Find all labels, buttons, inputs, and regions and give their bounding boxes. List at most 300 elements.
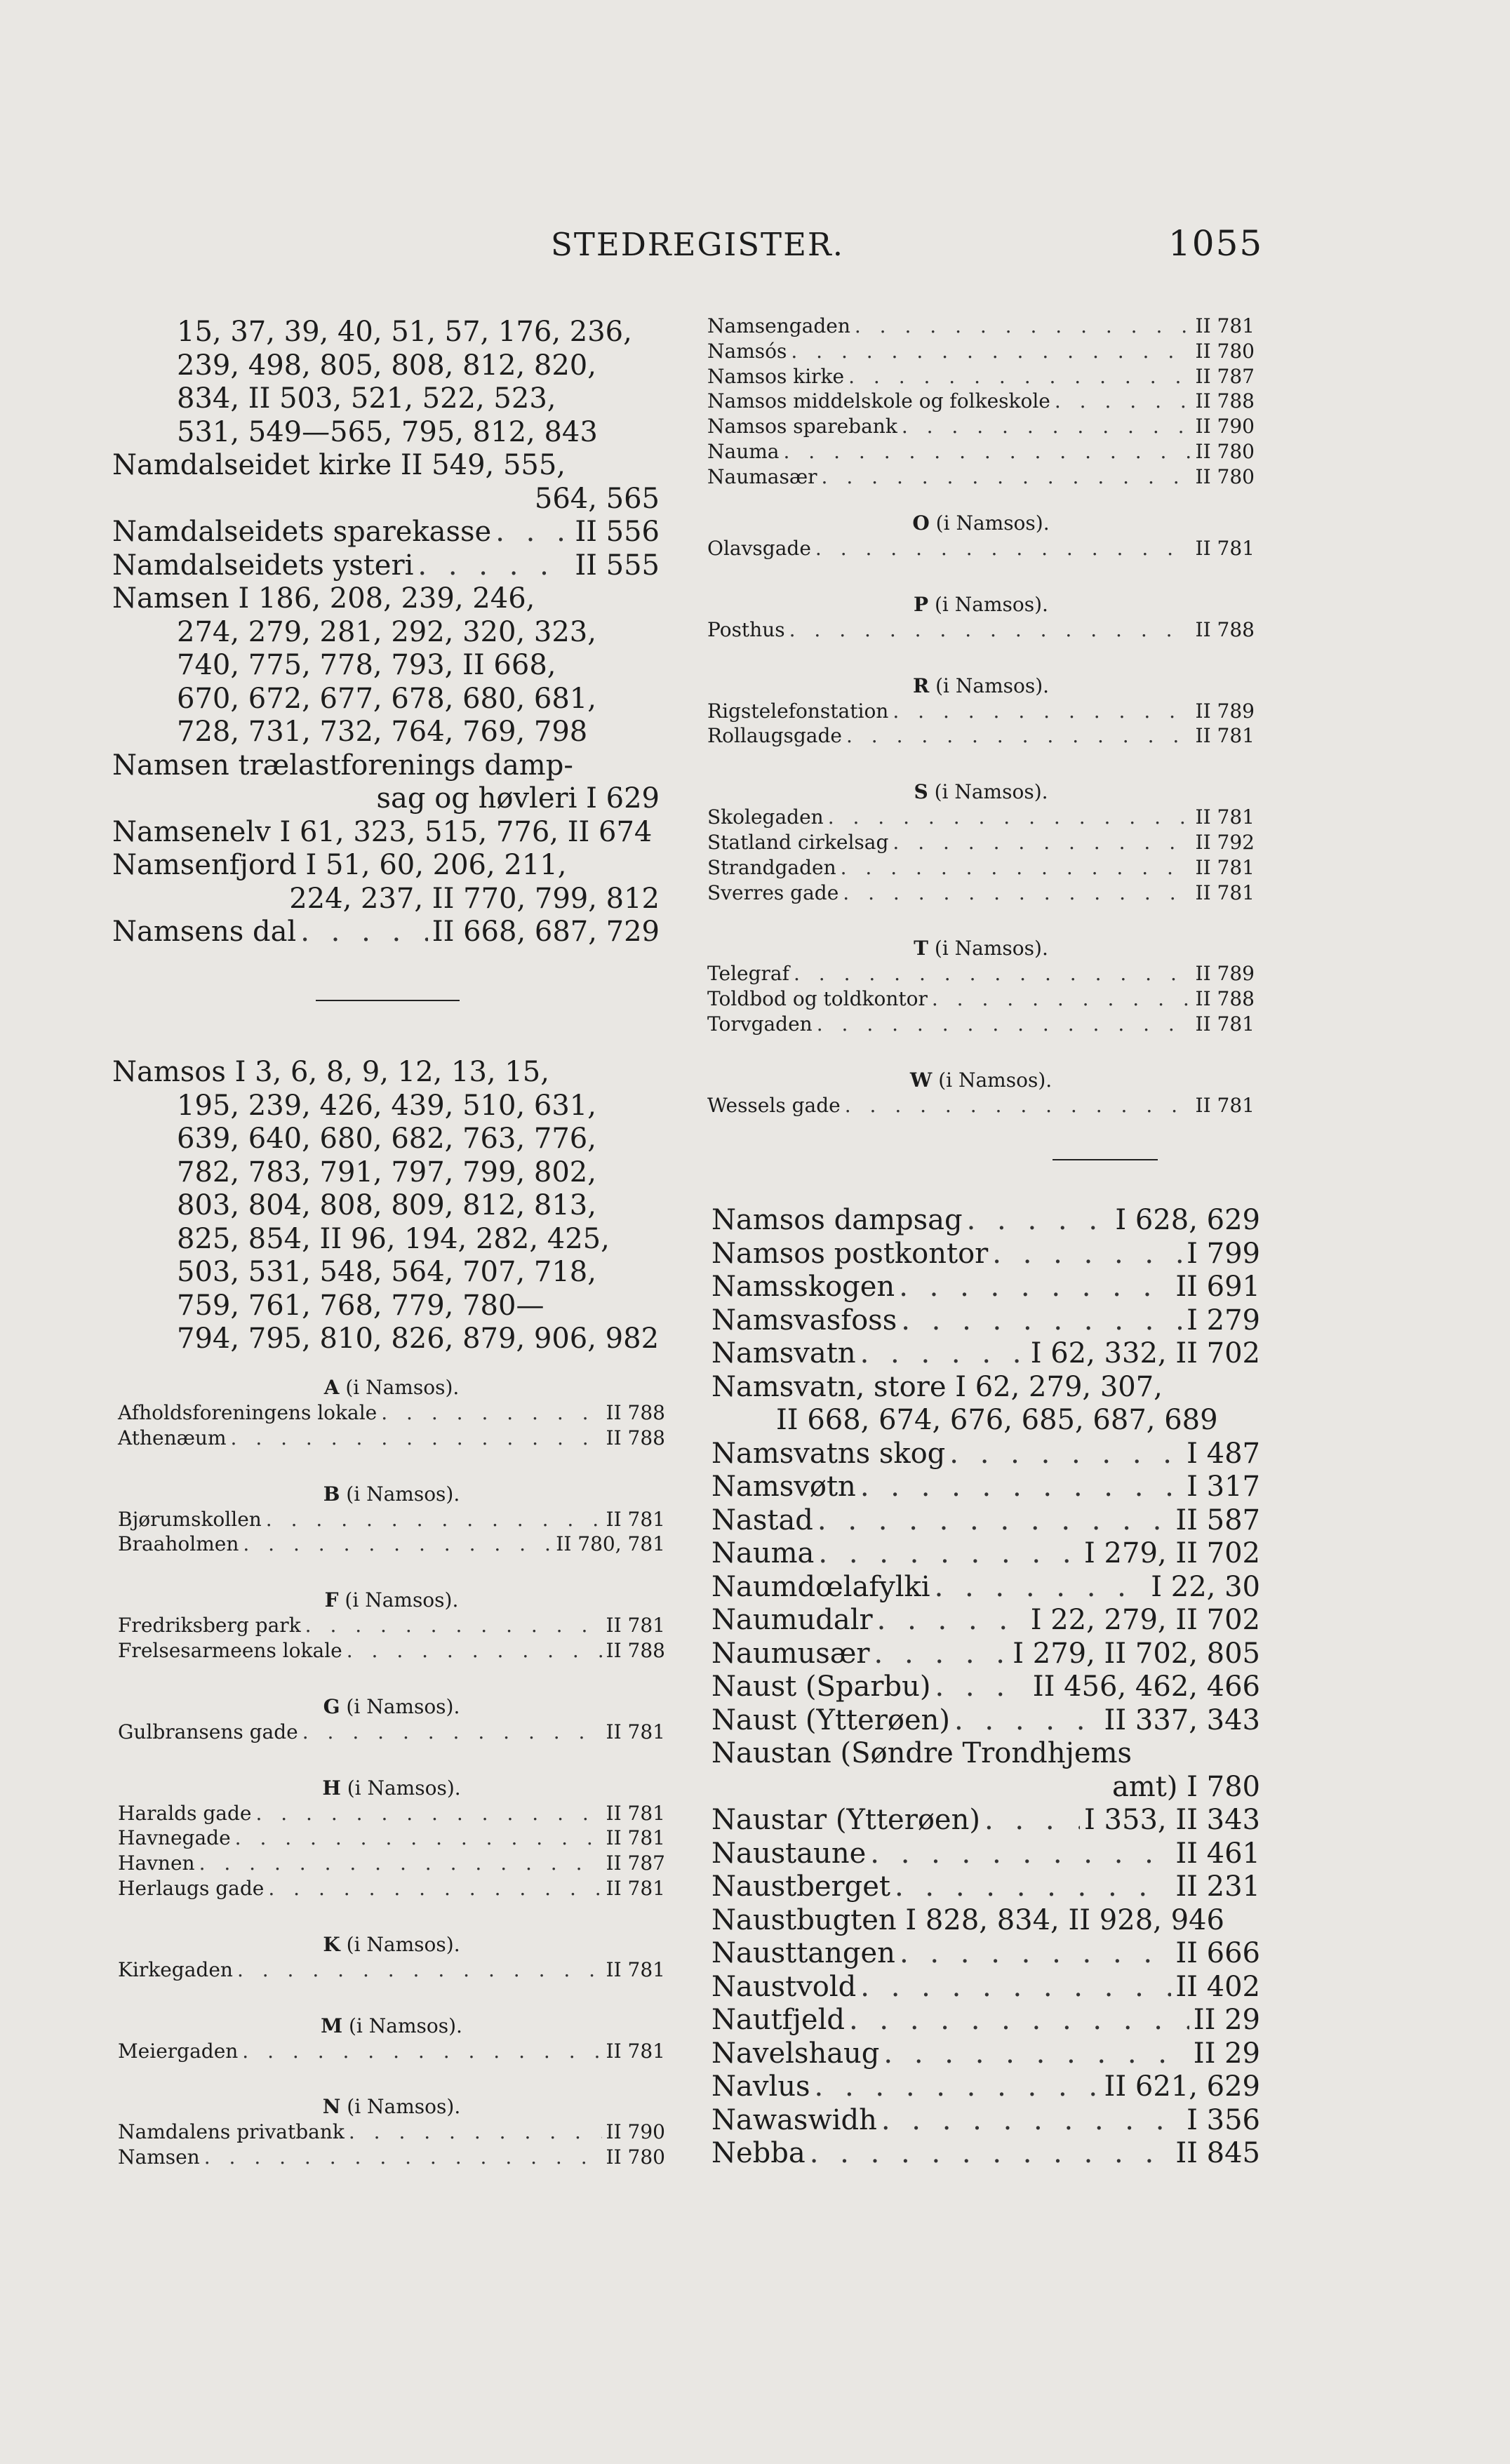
leader-dots [305,1613,602,1638]
leader-dots [845,1093,1191,1118]
leader-dots [822,464,1191,490]
leader-dots [266,1507,602,1532]
entry-name: Havnen [118,1852,195,1875]
entry-name: Haralds gade [118,1801,252,1825]
entry-name: Namsos dampsag [711,1204,963,1236]
index-entry [711,1438,1260,1471]
leader-dots [992,1238,1182,1271]
section-heading [118,1375,665,1400]
index-continuation: 239, 498, 805, 808, 812, 820, [177,349,596,382]
index-entry [112,516,660,549]
index-entry [711,1870,1260,1904]
entry-name: Namsós [707,339,787,363]
entry-reference: II 231 [1175,1870,1260,1903]
section-letter: K [323,1932,340,1956]
section-gap [707,905,1255,923]
index-continuation: amt) I 780 [1111,1770,1260,1803]
index-entry [118,2039,665,2064]
index-continuation: 564, 565 [534,482,660,515]
index-entry [112,549,660,583]
leader-dots [302,1720,602,1745]
index-continuation: 803, 804, 808, 809, 812, 813, [177,1189,596,1221]
entry-name: Nastad [711,1504,813,1536]
entry-name: Telegraf [707,962,789,986]
entry-name: Strandgaden [707,855,836,879]
entry-name: Herlaugs gade [118,1876,265,1900]
leader-dots [935,1670,1028,1704]
entry-name: Namsos kirke [707,364,845,388]
index-entry [711,1571,1260,1605]
index-entry [707,1012,1255,1037]
leader-dots [818,1537,1080,1571]
section-suffix: (i Namsos). [929,674,1050,697]
leader-dots [967,1204,1111,1238]
index-entry [118,1400,665,1426]
section-suffix: (i Namsos). [338,1588,459,1612]
section-heading [707,674,1255,699]
index-entry [711,1204,1260,1238]
leader-dots [347,1638,602,1663]
section-gap [118,1451,665,1469]
entry-reference: II 668, 687, 729 [432,916,660,948]
entry-reference: II 556 [575,516,660,548]
index-entry [118,1851,665,1876]
index-entry: Namsenfjord I 51, 60, 206, 211, [112,849,567,881]
leader-dots [846,723,1191,749]
entry-name: Naust (Ytterøen) [711,1703,950,1736]
entry-reference: I 22, 279, II 702 [1030,1604,1260,1636]
leader-dots [817,1504,1171,1538]
leader-dots [860,1971,1171,2004]
index-entry: Namsos I 3, 6, 8, 9, 12, 13, 15, [112,1056,549,1088]
index-entry [711,1337,1260,1371]
index-entry [711,1471,1260,1504]
index-entry [711,1837,1260,1871]
entry-reference: II 781 [1195,724,1255,748]
index-entry [118,1507,665,1532]
leader-dots [841,855,1191,881]
entry-name: Kirkegaden [118,1957,233,1981]
index-entry [711,1638,1260,1671]
entry-name: Wessels gade [707,1093,841,1117]
entry-name: Namsvatns skog [711,1437,946,1470]
index-entry [118,1957,665,1983]
left-index-namsos [112,1056,660,1356]
index-continuation: 224, 237, II 770, 799, 812 [289,882,660,915]
section-divider-left [316,1000,460,1001]
entry-name: Rollaugsgade [707,724,842,748]
index-continuation: 759, 761, 768, 779, 780— [177,1289,544,1322]
entry-reference: II 788 [1195,987,1255,1011]
page-number: 1055 [1168,223,1264,264]
leader-dots [893,699,1191,724]
entry-reference: II 780 [606,2145,665,2169]
index-entry [707,364,1255,389]
index-entry [707,881,1255,906]
leader-dots [828,805,1191,830]
entry-name: Naumdœlafylki [711,1570,930,1603]
entry-name: Naumusær [711,1637,870,1670]
entry-name: Olavsgade [707,537,811,560]
index-continuation: 503, 531, 548, 564, 707, 718, [177,1256,596,1288]
section-heading [118,1694,665,1720]
entry-name: Meiergaden [118,2039,239,2063]
index-entry: Namsen trælastforenings damp- [112,749,573,782]
entry-name: Namsos sparebank [707,415,897,438]
entry-name: Fredriksberg park [118,1614,301,1638]
right-street-list [707,498,1255,1137]
entry-name: Naustberget [711,1870,890,1903]
entry-name: Nauma [711,1537,815,1569]
index-entry [707,986,1255,1012]
entry-reference: II 781 [1195,805,1255,829]
section-suffix: (i Namsos). [340,1694,460,1718]
index-entry [711,1604,1260,1638]
entry-name: Athenæum [118,1426,227,1449]
section-gap [707,749,1255,767]
section-gap [707,643,1255,661]
entry-name: Gulbransens gade [118,1720,298,1743]
entry-reference: II 780 [1195,339,1255,363]
index-entry: Namsen I 186, 208, 239, 246, [112,582,535,615]
index-continuation: 274, 279, 281, 292, 320, 323, [177,615,596,648]
leader-dots [860,1337,1027,1371]
entry-name: Naumasær [707,464,817,488]
index-continuation: 740, 775, 778, 793, II 668, [177,649,556,681]
entry-name: Nebba [711,2137,806,2169]
index-entry [707,699,1255,724]
index-continuation: 834, II 503, 521, 522, 523, [177,382,556,415]
index-entry [707,723,1255,749]
section-gap [707,1037,1255,1055]
index-entry: Namdalseidet kirke II 549, 555, [112,449,566,481]
entry-reference: II 780 [1195,464,1255,488]
entry-reference: I 317 [1187,1471,1260,1503]
index-entry [118,1613,665,1638]
index-entry [707,439,1255,464]
entry-reference: II 788 [606,1401,665,1424]
index-entry [707,314,1255,339]
entry-name: Namsskogen [711,1271,895,1303]
section-letter: N [322,2095,341,2119]
index-entry [707,536,1255,561]
entry-reference: I 799 [1187,1237,1260,1270]
entry-name: Naustar (Ytterøen) [711,1804,980,1836]
entry-reference: I 279 [1187,1304,1260,1337]
entry-name: Statland cirkelsag [707,830,889,854]
section-letter: T [914,937,928,960]
index-entry [711,1704,1260,1738]
leader-dots [895,1870,1171,1904]
entry-reference: II 781 [606,1876,665,1900]
entry-reference: I 487 [1187,1437,1260,1470]
entry-name: Nawaswidh [711,2103,877,2136]
entry-reference: I 279, II 702 [1084,1537,1260,1569]
entry-reference: II 781 [606,1801,665,1825]
entry-name: Namsvøtn [711,1471,856,1503]
section-suffix: (i Namsos). [340,1776,461,1800]
index-entry [118,1876,665,1901]
index-entry [711,1238,1260,1271]
entry-name: Navelshaug [711,2037,880,2070]
entry-name: Namsos postkontor [711,1237,989,1270]
section-heading [118,1482,665,1507]
entry-name: Namdalseidets sparekasse [112,516,492,548]
section-letter: G [323,1694,340,1718]
index-continuation: 794, 795, 810, 826, 879, 906, 982 [177,1323,660,1355]
entry-name: Naustvold [711,1970,857,2003]
entry-reference: I 356 [1187,2103,1260,2136]
entry-name: Torvgaden [707,1012,813,1036]
entry-reference: II 456, 462, 466 [1032,1670,1260,1703]
index-continuation: 782, 783, 791, 797, 799, 802, [177,1156,596,1189]
running-title: STEDREGISTER. [551,226,845,263]
section-letter: S [914,780,928,804]
entry-reference: II 789 [1195,962,1255,986]
section-gap [118,2170,665,2188]
leader-dots [810,2137,1172,2171]
section-divider-right [1053,1159,1158,1160]
entry-reference: II 781 [1195,1012,1255,1036]
entry-name: Namsos middelskole og folkeskole [707,389,1050,413]
leader-dots [874,1638,1009,1671]
leader-dots [300,916,428,949]
left-index-block-1 [112,316,660,949]
index-entry [711,1304,1260,1338]
leader-dots [902,414,1191,439]
index-entry: Namsvatn, store I 62, 279, 307, [711,1370,1163,1403]
entry-name: Navlus [711,2070,810,2103]
leader-dots [789,617,1191,643]
entry-name: Namdalens privatbank [118,2120,345,2144]
entry-reference: II 691 [1175,1271,1260,1303]
left-street-list [118,1375,665,2188]
entry-name: Nauma [707,439,780,463]
index-entry [711,1504,1260,1538]
entry-reference: I 279, II 702, 805 [1013,1637,1260,1670]
leader-dots [817,1012,1191,1037]
entry-name: Toldbod og toldkontor [707,987,928,1011]
section-gap [118,1745,665,1763]
entry-reference: II 781 [606,2039,665,2063]
entry-reference: II 780, 781 [556,1532,665,1556]
entry-name: Naumudalr [711,1604,873,1636]
index-continuation: sag og høvleri I 629 [376,782,660,815]
leader-dots [932,986,1191,1012]
section-heading [707,779,1255,805]
index-entry [118,2120,665,2145]
entry-reference: II 790 [606,2120,665,2144]
leader-dots [243,1532,552,1557]
leader-dots [204,2145,602,2170]
entry-reference: I 62, 332, II 702 [1030,1337,1260,1370]
section-gap [118,2063,665,2082]
index-entry: Namsenelv I 61, 323, 515, 776, II 674 [112,815,653,848]
leader-dots [870,1837,1171,1871]
entry-name: Namsens dal [112,916,297,948]
index-entry [118,2145,665,2170]
leader-dots [794,961,1191,986]
leader-dots [231,1426,602,1451]
leader-dots [237,1957,602,1983]
leader-dots [984,1804,1080,1837]
leader-dots [883,2037,1189,2071]
index-entry [707,414,1255,439]
index-entry [711,2104,1260,2138]
section-letter: O [912,511,930,535]
leader-dots [815,536,1191,561]
index-entry: Naustbugten I 828, 834, II 928, 946 [711,1903,1224,1936]
section-suffix: (i Namsos). [339,1376,460,1399]
leader-dots [848,364,1191,389]
index-entry [711,1937,1260,1971]
section-letter: H [322,1776,341,1800]
index-entry [707,830,1255,855]
entry-reference: II 787 [606,1852,665,1875]
leader-dots [255,1801,601,1826]
entry-reference: II 781 [606,1826,665,1850]
section-suffix: (i Namsos). [929,511,1050,535]
entry-reference: II 781 [606,1614,665,1638]
leader-dots [199,1851,602,1876]
index-entry [118,1801,665,1826]
index-entry [707,961,1255,986]
entry-reference: II 788 [1195,617,1255,641]
index-entry: Naustan (Søndre Trondhjems [711,1737,1132,1769]
entry-name: Naustaune [711,1837,867,1870]
entry-reference: I 22, 30 [1151,1570,1260,1603]
leader-dots [949,1438,1182,1471]
leader-dots [417,549,570,583]
index-entry [707,389,1255,414]
section-suffix: (i Namsos). [340,1932,460,1956]
leader-dots [899,1271,1171,1304]
leader-dots [849,2004,1189,2037]
section-gap [707,1118,1255,1137]
entry-reference: II 29 [1193,2004,1260,2036]
index-continuation: 670, 672, 677, 678, 680, 681, [177,682,596,715]
entry-reference: II 781 [1195,881,1255,904]
entry-name: Namsengaden [707,314,850,337]
index-entry [711,1804,1260,1837]
entry-reference: II 788 [606,1638,665,1662]
leader-dots [954,1704,1100,1738]
index-entry [711,1271,1260,1304]
index-continuation: 639, 640, 680, 682, 763, 776, [177,1123,596,1155]
entry-name: Namsvatn [711,1337,856,1370]
entry-reference: II 788 [606,1426,665,1449]
right-index-block [711,1204,1260,2171]
index-entry [711,2137,1260,2171]
leader-dots [815,2070,1100,2104]
index-entry [707,617,1255,643]
entry-reference: II 792 [1195,830,1255,854]
leader-dots [935,1571,1147,1605]
entry-reference: II 788 [1195,389,1255,413]
section-suffix: (i Namsos). [342,2014,462,2037]
entry-name: Namsen [118,2145,200,2169]
leader-dots [1055,389,1191,414]
entry-reference: II 845 [1175,2137,1260,2169]
section-letter: W [909,1068,933,1092]
entry-name: Namdalseidets ysteri [112,549,414,582]
entry-reference: II 621, 629 [1104,2070,1260,2103]
section-letter: R [912,674,930,697]
entry-reference: II 781 [1195,1093,1255,1117]
entry-reference: II 461 [1175,1837,1260,1870]
index-entry [118,1720,665,1745]
section-heading [707,592,1255,617]
leader-dots [893,830,1191,855]
entry-name: Frelsesarmeens lokale [118,1638,342,1662]
entry-name: Rigstelefonstation [707,699,889,723]
entry-reference: II 781 [606,1507,665,1531]
index-entry [118,1826,665,1851]
entry-reference: II 787 [1195,364,1255,388]
index-entry [118,1532,665,1557]
section-suffix: (i Namsos). [928,592,1048,616]
index-entry [711,2004,1260,2037]
leader-dots [791,339,1191,364]
section-letter: A [323,1376,340,1399]
leader-dots [881,2104,1182,2138]
section-gap [118,1557,665,1575]
section-gap [118,1663,665,1682]
index-entry [707,805,1255,830]
entry-reference: II 29 [1193,2037,1260,2070]
section-gap [118,1983,665,2001]
section-heading [707,936,1255,961]
index-continuation: 825, 854, II 96, 194, 282, 425, [177,1222,610,1255]
leader-dots [495,516,570,549]
section-letter: M [321,2014,343,2037]
entry-reference: II 781 [1195,537,1255,560]
section-letter: F [324,1588,339,1612]
entry-reference: II 790 [1195,415,1255,438]
leader-dots [843,881,1191,906]
section-heading [118,1776,665,1801]
index-entry [711,2037,1260,2071]
entry-reference: II 781 [606,1720,665,1743]
index-continuation: 15, 37, 39, 40, 51, 57, 176, 236, [177,316,632,348]
entry-name: Nausttangen [711,1937,895,1969]
leader-dots [381,1400,601,1426]
entry-name: Bjørumskollen [118,1507,262,1531]
entry-reference: II 337, 343 [1104,1703,1260,1736]
index-continuation: 728, 731, 732, 764, 769, 798 [177,716,588,748]
index-entry [707,339,1255,364]
entry-reference: I 353, II 343 [1084,1804,1260,1836]
section-suffix: (i Namsos). [340,1482,460,1506]
entry-reference: II 781 [606,1957,665,1981]
entry-name: Afholdsforeningens lokale [118,1401,378,1424]
leader-dots [860,1471,1182,1504]
entry-name: Nautfjeld [711,2004,845,2036]
index-entry [707,855,1255,881]
entry-reference: II 789 [1195,699,1255,723]
index-entry [711,1670,1260,1704]
section-suffix: (i Namsos). [928,937,1048,960]
entry-name: Naust (Sparbu) [711,1670,931,1703]
index-continuation: 195, 239, 426, 439, 510, 631, [177,1089,596,1122]
section-letter: B [323,1482,340,1506]
section-gap [118,1901,665,1920]
entry-name: Skolegaden [707,805,824,829]
entry-reference: II 666 [1175,1937,1260,1969]
index-entry [118,1426,665,1451]
index-entry [118,1638,665,1663]
entry-name: Havnegade [118,1826,231,1850]
